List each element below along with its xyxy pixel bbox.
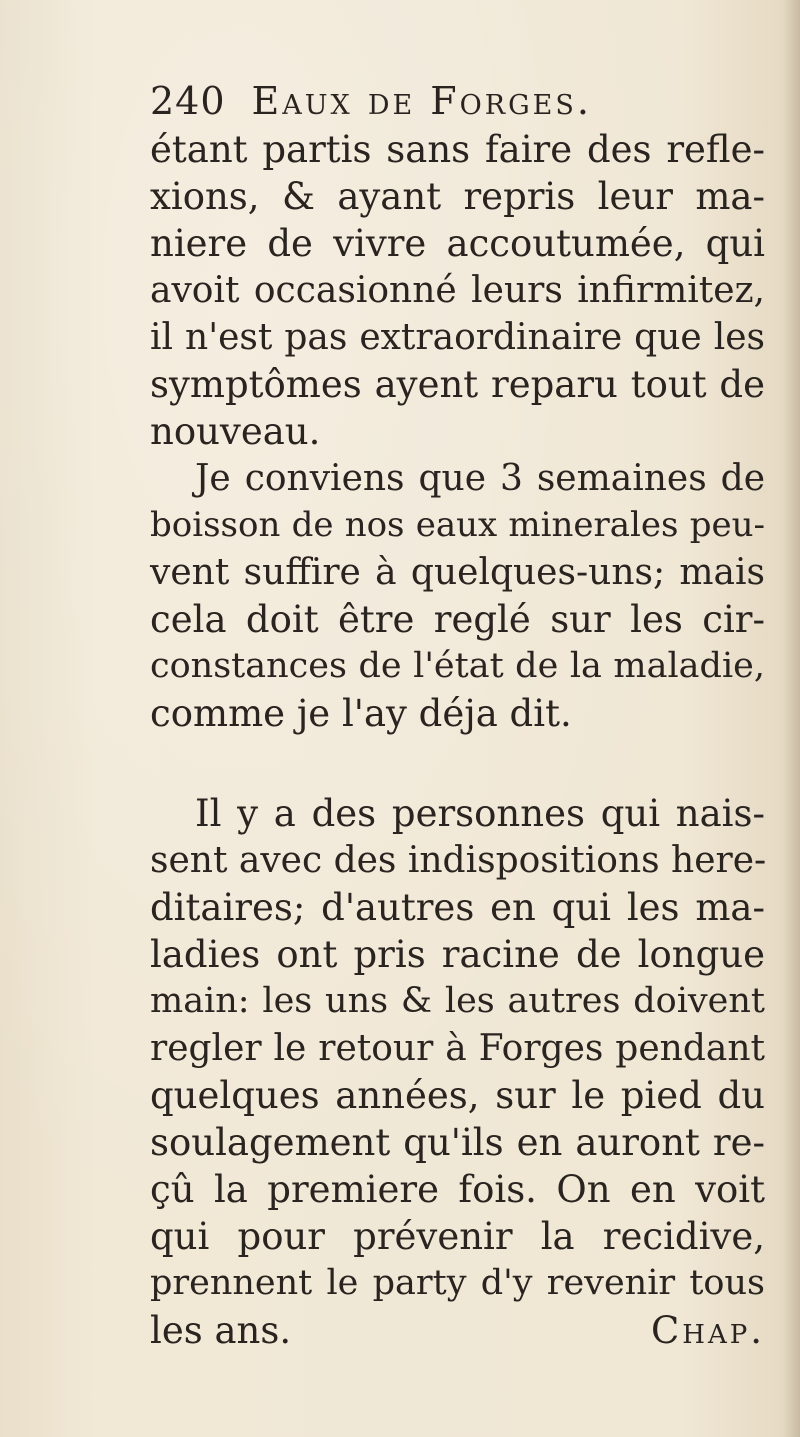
paragraph-2 — [150, 455, 765, 737]
paragraph-1 — [150, 126, 765, 455]
text-line: regler le retour à Forges pendant — [150, 1028, 765, 1069]
text-line: çû la premiere fois. On en voit — [150, 1168, 765, 1211]
text-line: nouveau. — [150, 410, 321, 453]
final-line — [150, 1307, 765, 1354]
text-line: quelques années, sur le pied du — [150, 1074, 765, 1117]
text-line: il n'est pas extraordinaire que les — [150, 317, 765, 358]
text-line: niere de vivre accoutumée, qui — [150, 222, 765, 265]
text-line: ladies ont pris racine de longue — [150, 933, 765, 976]
page-number: 240 — [150, 79, 226, 123]
final-text: les ans. — [150, 1309, 292, 1352]
text-line: prennent le party d'y revenir tous — [150, 1263, 765, 1303]
text-line: étant partis sans faire des refle- — [150, 128, 765, 171]
text-line: main: les uns & les autres doivent — [150, 981, 765, 1021]
text-line: soulagement qu'ils en auront re- — [150, 1121, 765, 1164]
text-line: Il y a des personnes qui nais- — [195, 792, 765, 835]
catchword: Chap. — [650, 1309, 765, 1352]
text-line: constances de l'état de la maladie, — [150, 646, 765, 686]
running-header — [150, 76, 770, 126]
body-text — [150, 126, 765, 1354]
paragraph-gap — [150, 737, 765, 790]
paragraph-3 — [150, 790, 765, 1354]
text-line: symptômes ayent reparu tout de — [150, 363, 765, 406]
text-line: avoit occasionné leurs infirmitez, — [150, 270, 765, 311]
text-line: Je conviens que 3 semaines de — [195, 458, 765, 499]
text-line: qui pour prévenir la recidive, — [150, 1215, 765, 1258]
text-line: vent suffire à quelques-uns; mais — [150, 552, 765, 593]
text-line: ditaires; d'autres en qui les ma- — [150, 886, 765, 929]
text-line: boisson de nos eaux minerales peu- — [150, 505, 765, 545]
text-line: sent avec des indispositions here- — [150, 840, 767, 881]
text-line: cela doit être reglé sur les cir- — [150, 598, 765, 641]
running-title: Eaux de Forges. — [251, 79, 592, 123]
text-line: xions, & ayant repris leur ma- — [150, 175, 765, 218]
text-line: comme je l'ay déja dit. — [150, 692, 572, 735]
